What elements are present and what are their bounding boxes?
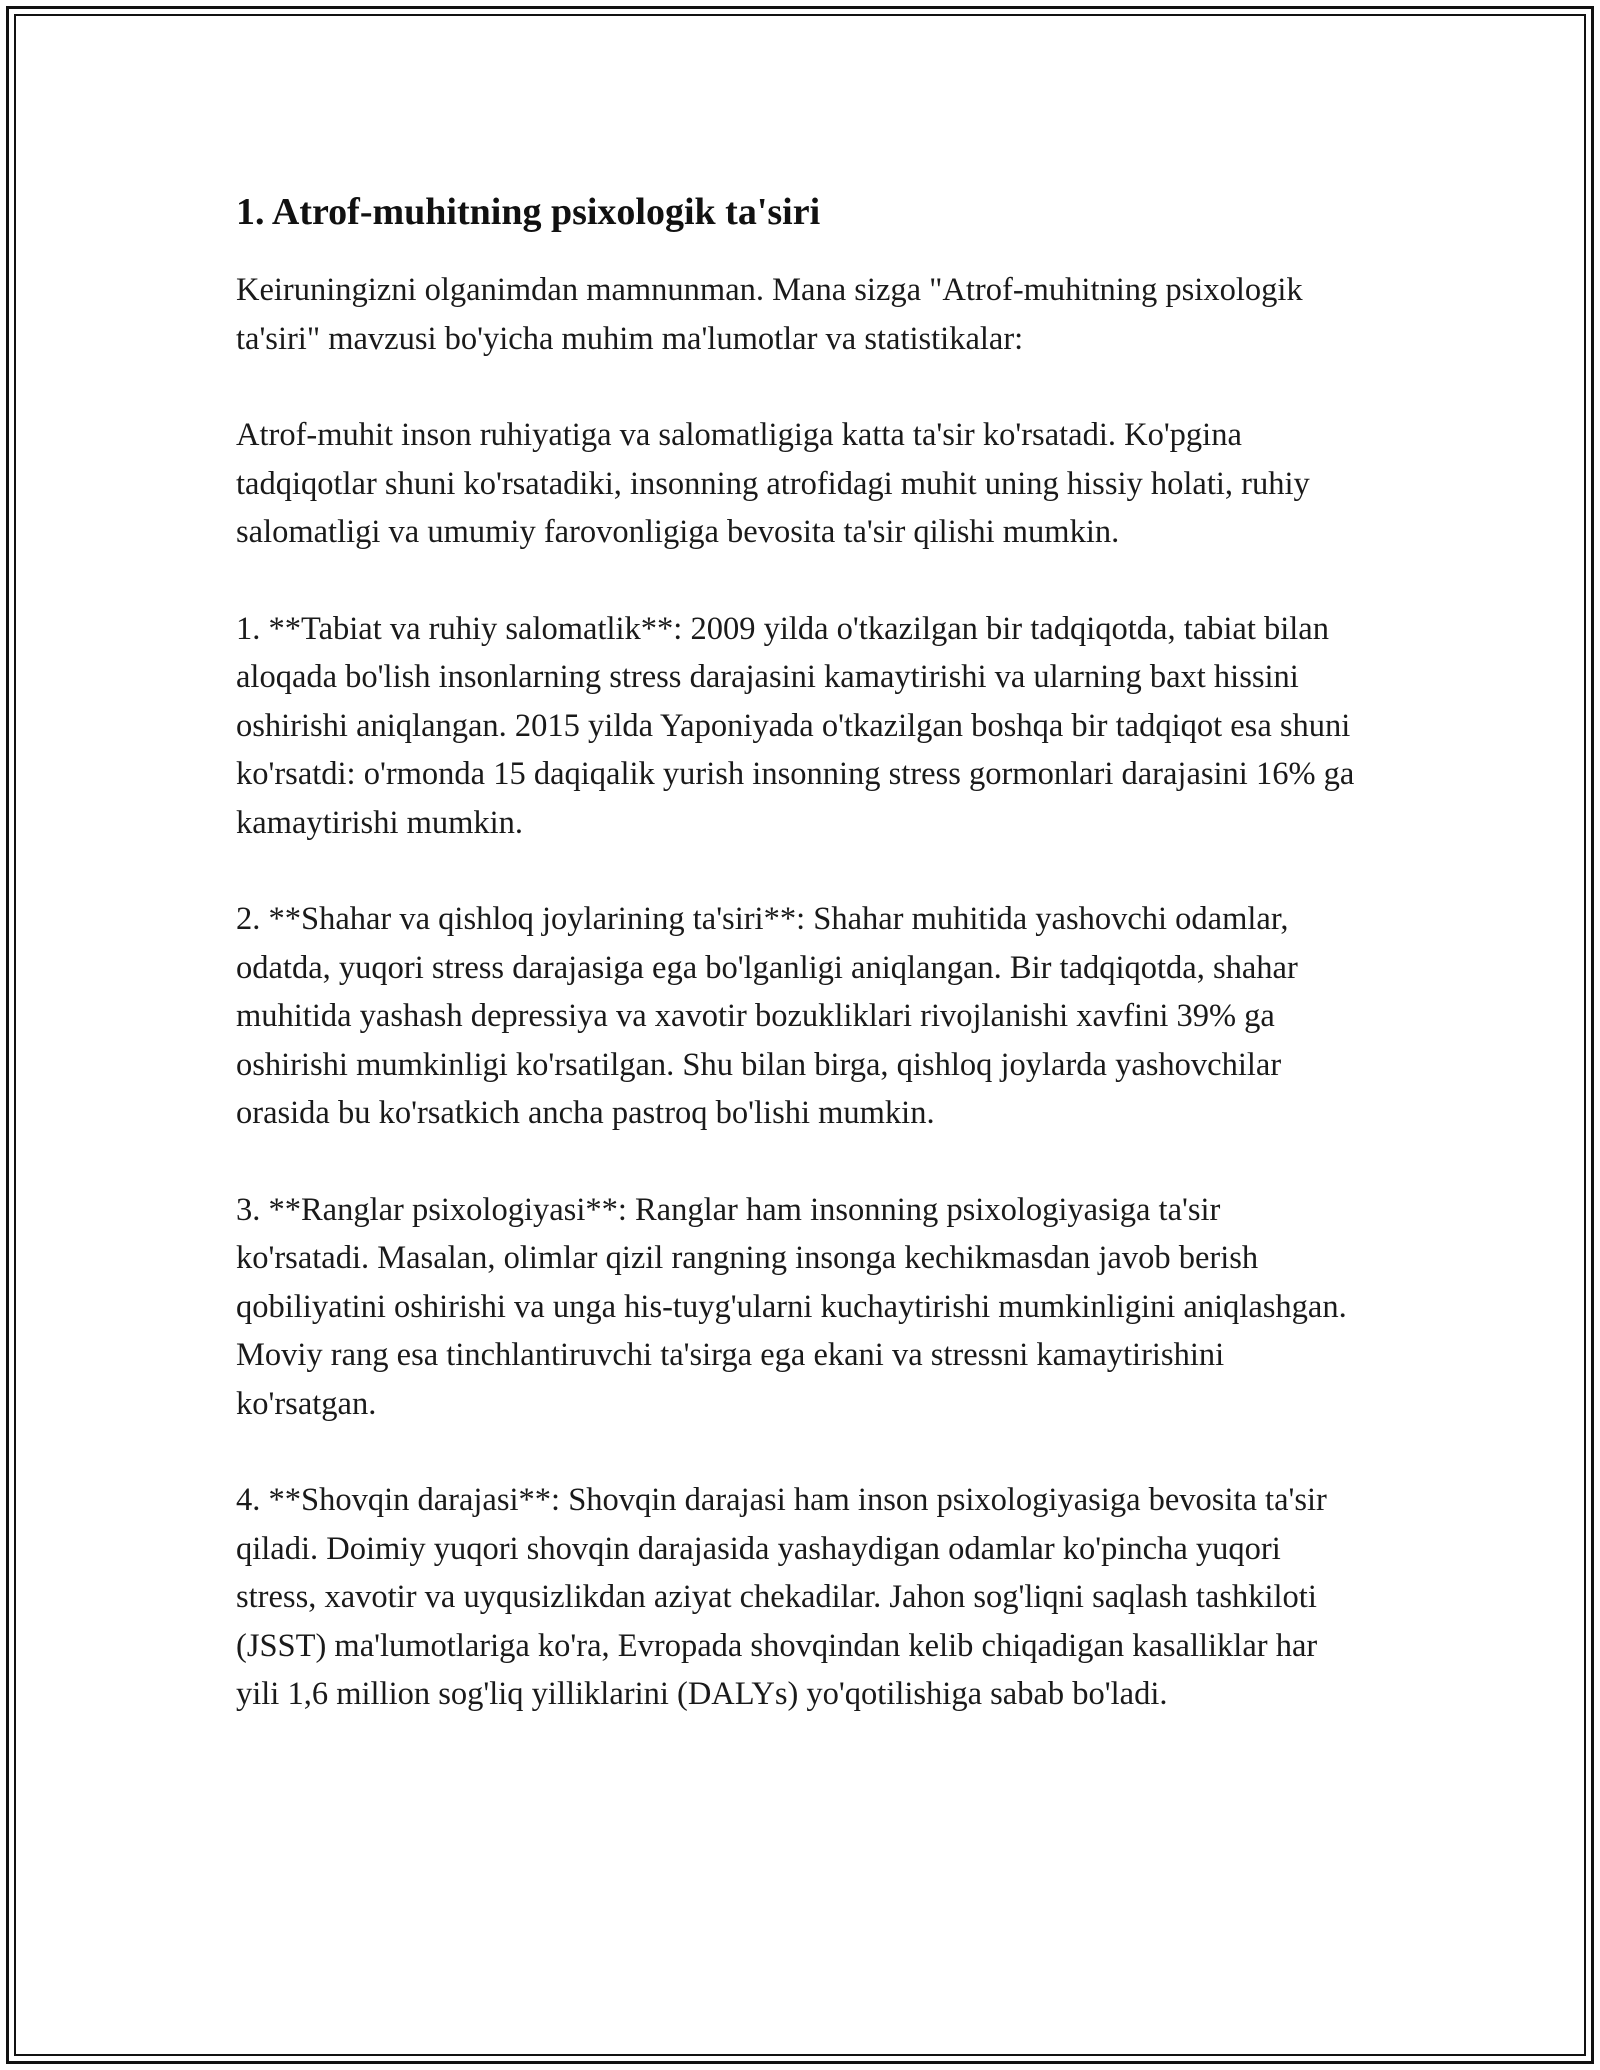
document-title: 1. Atrof-muhitning psixologik ta'siri <box>236 191 821 233</box>
overview-paragraph: Atrof-muhit inson ruhiyatiga va salomatligiga katta ta'sir ko'rsatadi. Ko'pgina tadqiqotlar shuni ko'rsatadiki, insonning atrofidagi muhit uning hissiy holati, ruhiy salomatligi va umumiy farovonligiga bevosita ta'sir qilishi mumkin. <box>236 417 1310 550</box>
noise-paragraph: 4. **Shovqin darajasi**: Shovqin darajasi ham inson psixologiyasiga bevosita ta'sir qiladi. Doimiy yuqori shovqin darajasida yashaydigan odamlar ko'pincha yuqori stress, xavotir va uyqusizlikdan aziyat chekadilar. Jahon sog'liqni saqlash tashkiloti (JSST) ma'lumotlariga ko'ra, Evropada shovqindan kelib chiqadigan kasalliklar har yili 1,6 million sog'liq yilliklarini (DALYs) yo'qotilishiga sabab bo'ladi. <box>236 1482 1327 1712</box>
intro-paragraph: Keiruningizni olganimdan mamnunman. Mana sizga "Atrof-muhitning psixologik ta'siri" mavzusi bo'yicha muhim ma'lumotlar va statistikalar: <box>236 272 1303 357</box>
document-body <box>236 186 1356 1767</box>
nature-paragraph: 1. **Tabiat va ruhiy salomatlik**: 2009 yilda o'tkazilgan bir tadqiqotda, tabiat bilan aloqada bo'lish insonlarning stress darajasini kamaytirishi va ularning baxt hissini oshirishi aniqlangan. 2015 yilda Yaponiyada o'tkazilgan boshqa bir tadqiqot esa shuni ko'rsatdi: o'rmonda 15 daqiqalik yurish insonning stress gormonlari darajasini 16% ga kamaytirishi mumkin. <box>236 610 1355 841</box>
urban-rural-paragraph: 2. **Shahar va qishloq joylarining ta'siri**: Shahar muhitida yashovchi odamlar, odatda, yuqori stress darajasiga ega bo'lganligi aniqlangan. Bir tadqiqotda, shahar muhitida yashash depressiya va xavotir bozukliklari rivojlanishi xavfini 39% ga oshirishi mumkinligi ko'rsatilgan. Shu bilan birga, qishloq joylarda yashovchilar orasida bu ko'rsatkich ancha pastroq bo'lishi mumkin. <box>236 901 1298 1131</box>
colors-paragraph: 3. **Ranglar psixologiyasi**: Ranglar ham insonning psixologiyasiga ta'sir ko'rsatadi. Masalan, olimlar qizil rangning insonga kechikmasdan javob berish qobiliyatini oshirishi va unga his-tuyg'ularni kuchaytirishi mumkinligini aniqlashgan. Moviy rang esa tinchlantiruvchi ta'sirga ega ekani va stressni kamaytirishini ko'rsatgan. <box>236 1191 1347 1422</box>
